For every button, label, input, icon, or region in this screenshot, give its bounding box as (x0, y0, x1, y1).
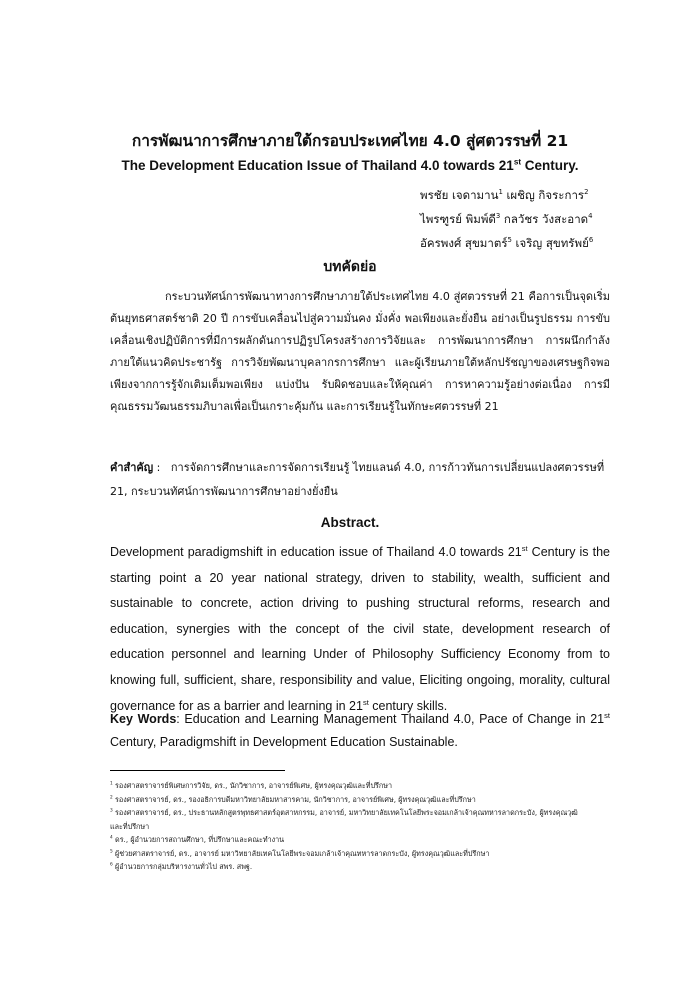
footnote (110, 833, 590, 847)
keywords-sup: st (604, 710, 610, 720)
english-keywords (110, 708, 610, 754)
footnote-divider (110, 770, 285, 771)
english-keywords-text: : Education and Learning Management Thailand 4.0, Pace of Change in 21 (176, 712, 605, 726)
author-name: พรชัย เจดามาน (420, 188, 499, 202)
author-footnote-mark: 4 (588, 212, 593, 221)
footnote (110, 860, 590, 874)
author-footnote-mark: 5 (507, 236, 512, 245)
english-title (0, 158, 700, 173)
author-footnote-mark: 3 (495, 212, 501, 221)
thai-keywords-label: คำสำคัญ (110, 461, 154, 474)
english-keywords-label: Key Words (110, 712, 177, 726)
footnote-text: รองศาสตราจารย์พิเศษการวิจัย, ดร., นักวิชาการ, อาจารย์พิเศษ, ผู้ทรงคุณวุฒิและที่ปรึกษา (115, 781, 393, 790)
thai-keywords (110, 456, 610, 504)
footnote-mark: 1 (110, 781, 113, 787)
author-name: เจริญ สุขทรัพย์ (511, 236, 589, 250)
author-name: ไพรฑูรย์ พิมพ์ดี (420, 212, 496, 226)
footnote-mark: 5 (110, 849, 113, 855)
footnote-mark: 4 (110, 835, 113, 841)
footnotes (110, 779, 590, 874)
english-title-main: The Development Education Issue of Thailand 4.0 towards 21 (121, 158, 514, 173)
footnote (110, 779, 590, 793)
author-footnote-mark: 1 (498, 188, 503, 197)
english-abstract-heading: Abstract. (320, 515, 380, 530)
footnote (110, 793, 590, 807)
footnote (110, 847, 590, 861)
author-footnote-mark: 2 (584, 188, 589, 197)
footnote-text: รองศาสตราจารย์, ดร., ประธานหลักสูตรพุทธศาสตร์อุตสาหกรรม, อาจารย์, มหาวิทยาลัยเทคโนโลยีพระจอมเกล้าเจ้าคุณทหารลาดกระบัง, ผู้ทรงคุณวุฒิและที่ปรึกษา (110, 808, 578, 831)
footnote-text: ผู้ช่วยศาสตราจารย์, ดร., อาจารย์ มหาวิทยาลัยเทคโนโลยีพระจอมเกล้าเจ้าคุณทหารลาดกระบัง, ผู้ทรงคุณวุฒิและที่ปรึกษา (115, 848, 490, 858)
abstract-sup: st (362, 697, 369, 707)
footnote-text: รองศาสตราจารย์, ดร., รองอธิการบดีมหาวิทยาลัยมหาสารคาม, นักวิชาการ, อาจารย์พิเศษ, ผู้ทรงคุณวุฒิและที่ปรึกษา (115, 794, 476, 804)
abstract-text: Development paradigmshift in education issue of Thailand 4.0 towards 21 (110, 545, 522, 559)
footnote (110, 806, 590, 833)
footnote-text: ดร., ผู้อำนวยการสถานศึกษา, ที่ปรึกษาและคณะทำงาน (115, 835, 285, 844)
abstract-text: Century is the starting point a 20 year national strategy, driven to stability, wealth, sufficient and sustainable to concrete, action driving to pushing structural reforms, research and education, synergies with the concept of the civil state, development research of education personnel and learning Under of Philosophy Sufficiency Economy from to knowing full, sufficient, share, responsibility and value, Eliciting ongoing, morality, cultural governance for as a barrier and learning in 21 (110, 545, 611, 713)
author-line (420, 207, 690, 231)
english-keywords-text: Century, Paradigmshift in Development Education Sustainable. (110, 735, 458, 749)
thai-abstract-heading: บทคัดย่อ (323, 259, 377, 275)
author-name: กลวัชร วังสะอาด (500, 212, 589, 226)
thai-keywords-sep: : (153, 461, 171, 474)
author-line (420, 231, 690, 255)
english-title-sup: st (513, 157, 522, 167)
author-line (420, 183, 690, 207)
abstract-sup: st (521, 543, 528, 553)
author-name: เผชิญ กิจระการ (502, 188, 585, 202)
thai-abstract-body: กระบวนทัศน์การพัฒนาทางการศึกษาภายใต้ประเทศไทย 4.0 สู่ศตวรรษที่ 21 คือการเป็นจุดเริ่มต้นยุทธศาสตร์ชาติ 20 ปี การขับเคลื่อนไปสู่ความมั่นคง มั่งคั่ง พอเพียงและยั่งยืน อย่างเป็นรูปธรรม การขับเคลื่อนเชิงปฏิบัติการที่มีการผลักดันการปฏิรูปโครงสร้างการวิจัยและ การพัฒนาการศึกษา การผนึกกำลังภายใต้แนวคิดประชารัฐ การวิจัยพัฒนาบุคลากรการศึกษา และผู้เรียนภายใต้หลักปรัชญาของเศรษฐกิจพอเพียงจากการรู้จักเติมเต็มพอเพียง แบ่งปัน รับผิดชอบและให้คุณค่า การหาความรู้อย่างต่อเนื่อง การมีคุณธรรมวัฒนธรรมภิบาลเพื่อเป็นเกราะคุ้มกัน และการเรียนรู้ในทักษะศตวรรษที่ 21 (110, 290, 610, 413)
footnote-text: ผู้อำนวยการกลุ่มบริหารงานทั่วไป สพร. สพฐ. (115, 862, 253, 871)
english-abstract-body (110, 540, 610, 719)
footnote-mark: 3 (110, 808, 113, 814)
english-title-end: Century. (521, 158, 579, 173)
abstract-text: century skills. (368, 698, 448, 713)
footnote-mark: 6 (110, 862, 113, 868)
footnote-mark: 2 (110, 795, 113, 801)
author-list (420, 183, 690, 255)
thai-title: การพัฒนาการศึกษาภายใต้กรอบประเทศไทย 4.0 สู่ศตวรรษที่ 21 (131, 132, 569, 150)
author-name: อัครพงศ์ สุขมาตร์ (420, 236, 508, 250)
author-footnote-mark: 6 (588, 236, 594, 245)
thai-keywords-text: การจัดการศึกษาและการจัดการเรียนรู้ ไทยแลนด์ 4.0, การก้าวทันการเปลี่ยนแปลงศตวรรษที่ 21, กระบวนทัศน์การพัฒนาการศึกษาอย่างยั่งยืน (110, 461, 605, 498)
